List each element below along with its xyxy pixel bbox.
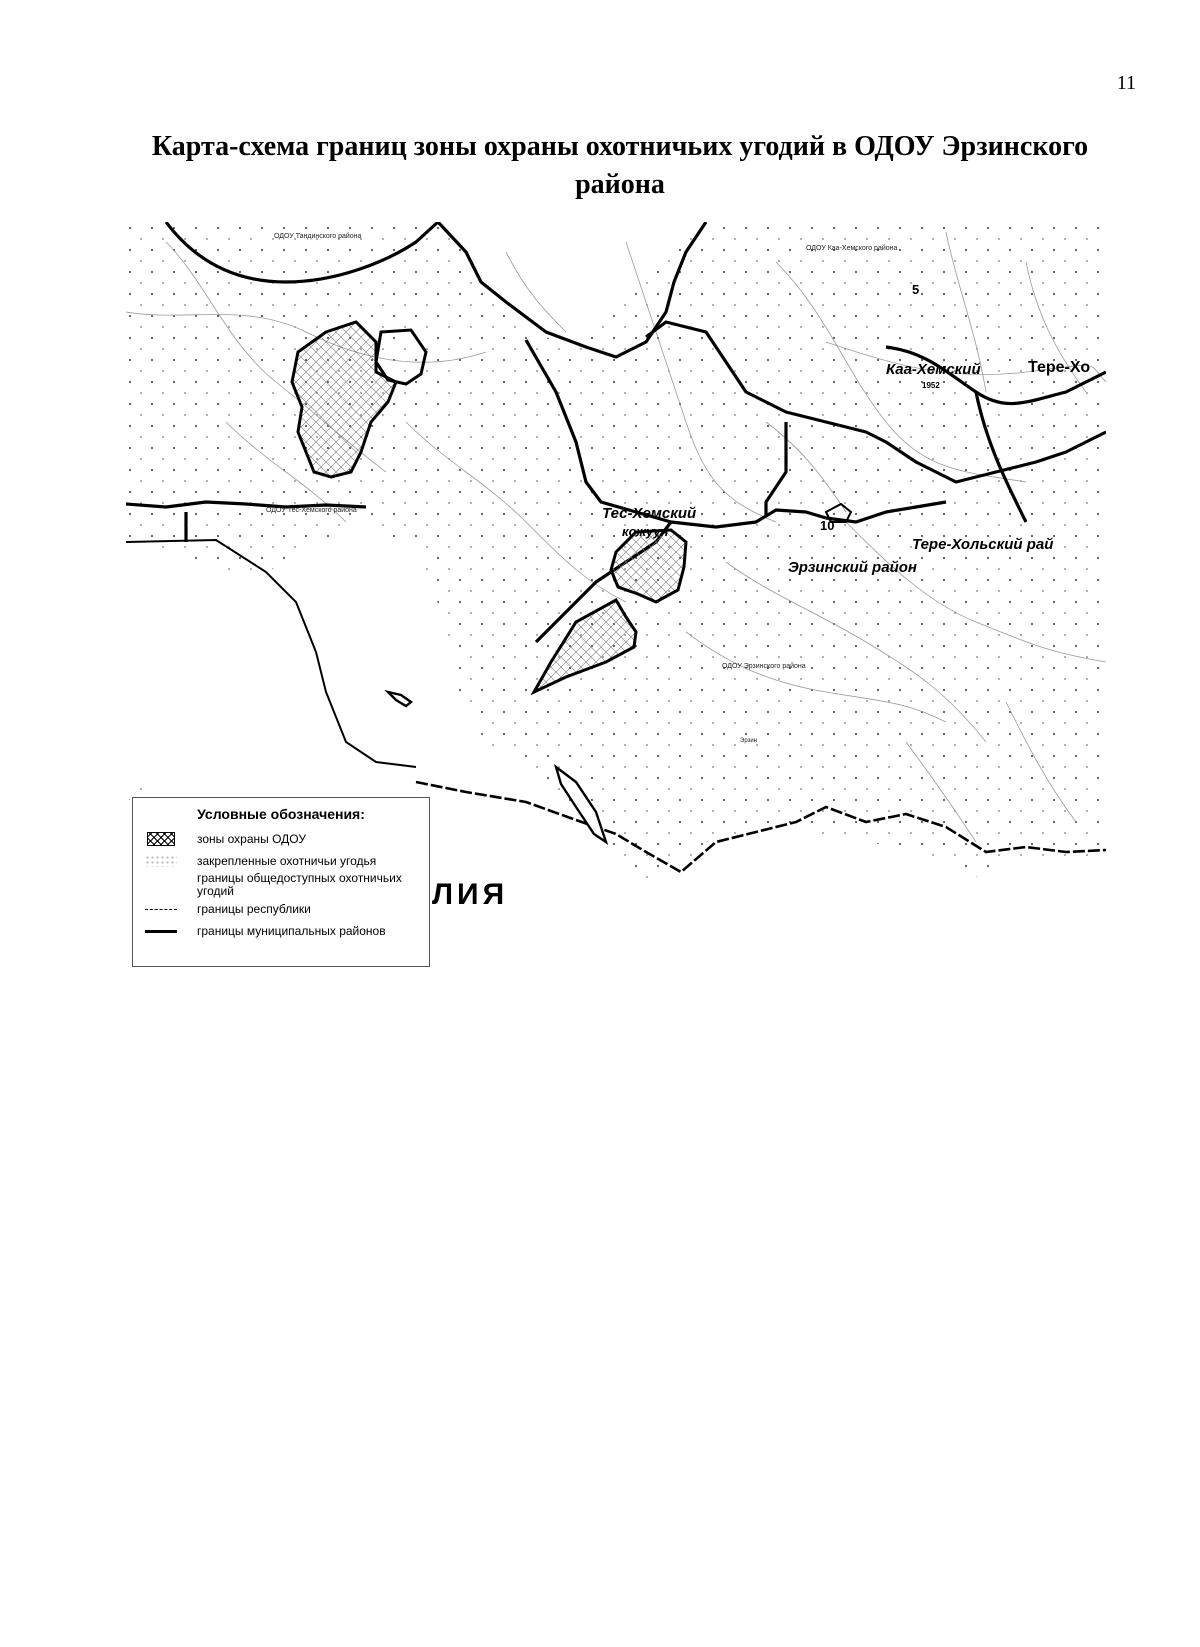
legend-item-public-grounds xyxy=(133,872,429,898)
thick-line-icon xyxy=(145,930,177,933)
legend-item-protection-zones xyxy=(133,828,429,850)
label-settlement: Эрзин xyxy=(740,738,757,744)
label-odou-tandinskogo: ОДОУ Тандинского района xyxy=(274,233,362,240)
label-odou-tes-khemskogo: ОДОУ Тес-Хемского района xyxy=(266,507,357,514)
dots-icon xyxy=(145,855,177,867)
label-erzinsky: Эрзинский район xyxy=(788,559,917,576)
label-1952: 1952 xyxy=(922,381,940,390)
legend-item-label: границы общедоступных охотничьих угодий xyxy=(197,871,402,898)
label-number-5: 5 xyxy=(912,282,920,297)
legend-item-assigned-grounds xyxy=(133,850,429,872)
label-odou-kaa-khemskogo: ОДОУ Каа-Хемского района xyxy=(806,245,898,252)
map-legend xyxy=(132,797,430,967)
legend-item-label: границы муниципальных районов xyxy=(197,923,386,938)
label-kaa-khemsky: Каа-Хемский xyxy=(886,361,981,378)
legend-item-municipal-border xyxy=(133,920,429,942)
hatch-box-icon xyxy=(147,832,175,846)
label-tere: Тере-Хо xyxy=(1028,359,1091,376)
legend-item-label: зоны охраны ОДОУ xyxy=(197,831,306,846)
page-number: 11 xyxy=(1116,72,1136,94)
legend-item-republic-border xyxy=(133,898,429,920)
legend-item-label: границы республики xyxy=(197,901,311,916)
dashed-line-icon xyxy=(145,909,177,910)
legend-item-label: закрепленные охотничьи угодья xyxy=(197,853,377,868)
label-odou-erzinskogo: ОДОУ Эрзинского района xyxy=(722,663,806,670)
label-tere-kholsky: Тере-Хольский рай xyxy=(912,536,1054,553)
label-mongolia: ЛИЯ xyxy=(432,878,509,904)
label-kozhuun: кожуун xyxy=(622,524,669,539)
label-tes-khemsky: Тес-Хемский xyxy=(602,505,697,522)
label-number-10: 10 xyxy=(820,518,835,533)
legend-title: Условные обозначения: xyxy=(197,806,365,822)
blank-icon xyxy=(145,879,177,891)
page-title: Карта-схема границ зоны охраны охотничьих угодий в ОДОУ Эрзинского района xyxy=(151,131,1089,200)
